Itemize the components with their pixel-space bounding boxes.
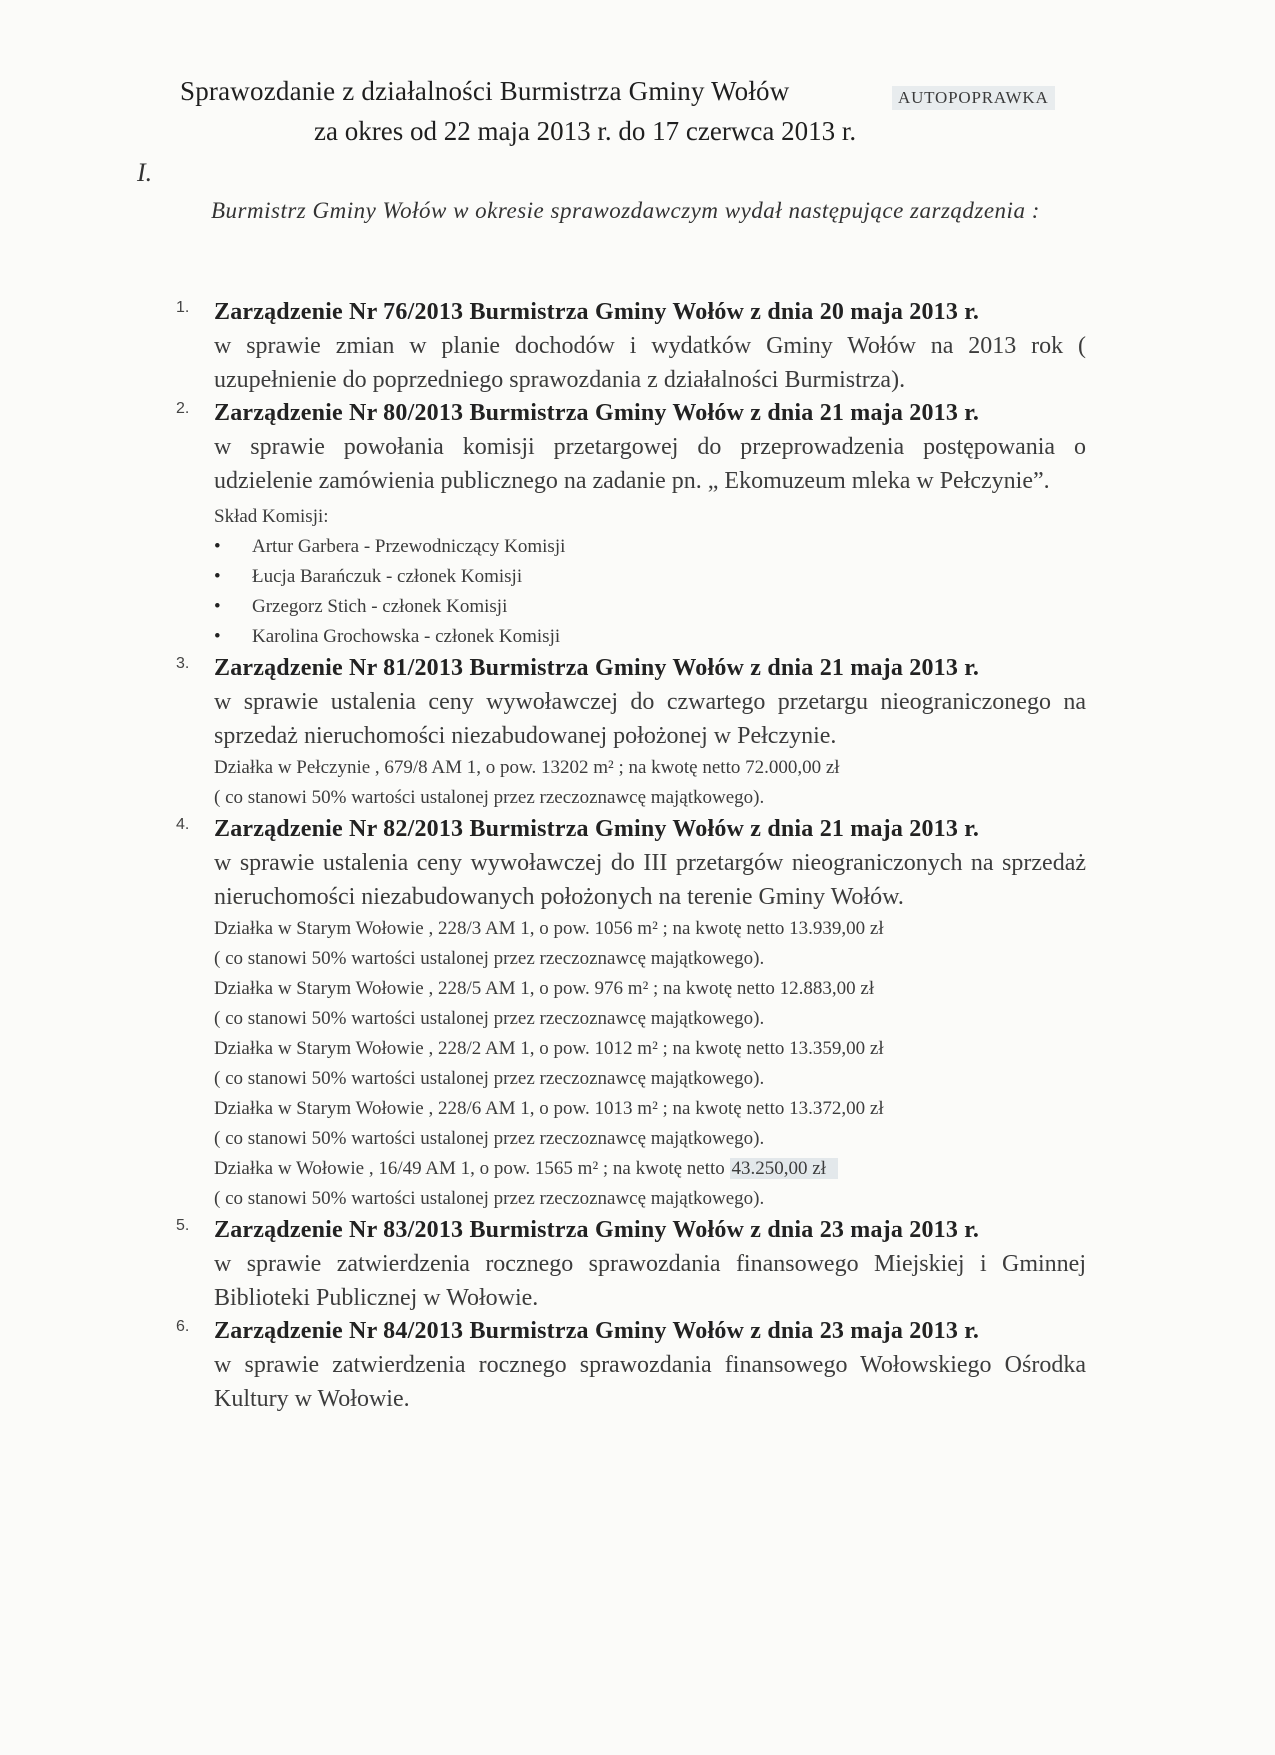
plot-note: ( co stanowi 50% wartości ustalonej przez rzeczoznawcę majątkowego). xyxy=(214,948,765,969)
section-intro: Burmistrz Gminy Wołów w okresie sprawozdawczym wydał następujące zarządzenia : xyxy=(211,198,1040,223)
ordinance-description: w sprawie ustalenia ceny wywoławczej do czwartego przetargu nieograniczonego na sprzedaż nieruchomości niezabudowanej położonej w Pełczynie. xyxy=(214,689,1086,749)
committee-member: • Łucja Barańczuk - członek Komisji xyxy=(214,562,1086,592)
item-number: 2. xyxy=(176,400,190,417)
ordinance-title: Zarządzenie Nr 83/2013 Burmistrza Gminy Wołów z dnia 23 maja 2013 r. xyxy=(214,1217,980,1243)
ordinance-description: w sprawie ustalenia ceny wywoławczej do III przetargów nieograniczonych na sprzedaż nieruchomości niezabudowanych położonych na terenie Gminy Wołów. xyxy=(214,850,1086,910)
bullet-icon: • xyxy=(214,596,221,617)
plot-note: ( co stanowi 50% wartości ustalonej przez rzeczoznawcę majątkowego). xyxy=(214,1128,765,1149)
plot-line: Działka w Wołowie , 16/49 AM 1, o pow. 1565 m² ; na kwotę netto 43.250,00 zł xyxy=(214,1154,1086,1184)
bullet-icon: • xyxy=(214,626,221,647)
ordinance-title: Zarządzenie Nr 80/2013 Burmistrza Gminy Wołów z dnia 21 maja 2013 r. xyxy=(214,400,980,426)
item-number: 5. xyxy=(176,1217,190,1234)
plot-line: Działka w Pełczynie , 679/8 AM 1, o pow. 13202 m² ; na kwotę netto 72.000,00 zł xyxy=(214,757,840,778)
bullet-icon: • xyxy=(214,536,221,557)
plot-note: ( co stanowi 50% wartości ustalonej przez rzeczoznawcę majątkowego). xyxy=(214,787,765,808)
ordinance-title: Zarządzenie Nr 84/2013 Burmistrza Gminy Wołów z dnia 23 maja 2013 r. xyxy=(214,1318,980,1344)
report-title: Sprawozdanie z działalności Burmistrza Gminy Wołów xyxy=(180,76,790,106)
plot-line: Działka w Starym Wołowie , 228/6 AM 1, o pow. 1013 m² ; na kwotę netto 13.372,00 zł xyxy=(214,1098,884,1119)
item-number: 4. xyxy=(176,816,190,833)
plot-line: Działka w Starym Wołowie , 228/2 AM 1, o pow. 1012 m² ; na kwotę netto 13.359,00 zł xyxy=(214,1038,884,1059)
ordinance-title: Zarządzenie Nr 76/2013 Burmistrza Gminy Wołów z dnia 20 maja 2013 r. xyxy=(214,299,980,325)
ordinance-item xyxy=(176,397,1086,532)
section-number: I. xyxy=(137,158,153,187)
item-number: 3. xyxy=(176,655,190,672)
ordinance-description: w sprawie zatwierdzenia rocznego sprawozdania finansowego Wołowskiego Ośrodka Kultury w Wołowie. xyxy=(214,1352,1086,1412)
ordinance-item xyxy=(176,296,1086,397)
plot-note: ( co stanowi 50% wartości ustalonej przez rzeczoznawcę majątkowego). xyxy=(214,1008,765,1029)
ordinance-item xyxy=(176,1214,1086,1315)
ordinance-item xyxy=(176,652,1086,813)
committee-member: • Artur Garbera - Przewodniczący Komisji xyxy=(214,532,1086,562)
report-period: za okres od 22 maja 2013 r. do 17 czerwca 2013 r. xyxy=(314,116,857,146)
ordinance-item xyxy=(176,1315,1086,1416)
plot-line: Działka w Starym Wołowie , 228/3 AM 1, o pow. 1056 m² ; na kwotę netto 13.939,00 zł xyxy=(214,918,884,939)
plot-note: ( co stanowi 50% wartości ustalonej przez rzeczoznawcę majątkowego). xyxy=(214,1068,765,1089)
committee-label: Skład Komisji: xyxy=(214,506,329,527)
plot-note: ( co stanowi 50% wartości ustalonej przez rzeczoznawcę majątkowego). xyxy=(214,1188,765,1209)
item-number: 1. xyxy=(176,299,190,316)
ordinance-item xyxy=(176,813,1086,1214)
highlighted-amount: 43.250,00 zł xyxy=(730,1158,838,1179)
ordinance-description: w sprawie zatwierdzenia rocznego sprawozdania finansowego Miejskiej i Gminnej Biblioteki Publicznej w Wołowie. xyxy=(214,1251,1086,1311)
ordinance-title: Zarządzenie Nr 82/2013 Burmistrza Gminy Wołów z dnia 21 maja 2013 r. xyxy=(214,816,980,842)
committee-list xyxy=(176,532,1086,652)
committee-member: • Grzegorz Stich - członek Komisji xyxy=(214,592,1086,622)
plot-line: Działka w Starym Wołowie , 228/5 AM 1, o pow. 976 m² ; na kwotę netto 12.883,00 zł xyxy=(214,978,875,999)
committee-member: • Karolina Grochowska - członek Komisji xyxy=(214,622,1086,652)
ordinance-title: Zarządzenie Nr 81/2013 Burmistrza Gminy Wołów z dnia 21 maja 2013 r. xyxy=(214,655,980,681)
correction-stamp: AUTOPOPRAWKA xyxy=(892,86,1055,110)
ordinance-description: w sprawie zmian w planie dochodów i wydatków Gminy Wołów na 2013 rok ( uzupełnienie do poprzedniego sprawozdania z działalności Burmistrza). xyxy=(214,333,1086,393)
item-number: 6. xyxy=(176,1318,190,1335)
ordinance-list xyxy=(176,296,1086,1416)
ordinance-description: w sprawie powołania komisji przetargowej do przeprowadzenia postępowania o udzielenie zamówienia publicznego na zadanie pn. „ Ekomuzeum mleka w Pełczynie”. xyxy=(214,434,1086,494)
bullet-icon: • xyxy=(214,566,221,587)
